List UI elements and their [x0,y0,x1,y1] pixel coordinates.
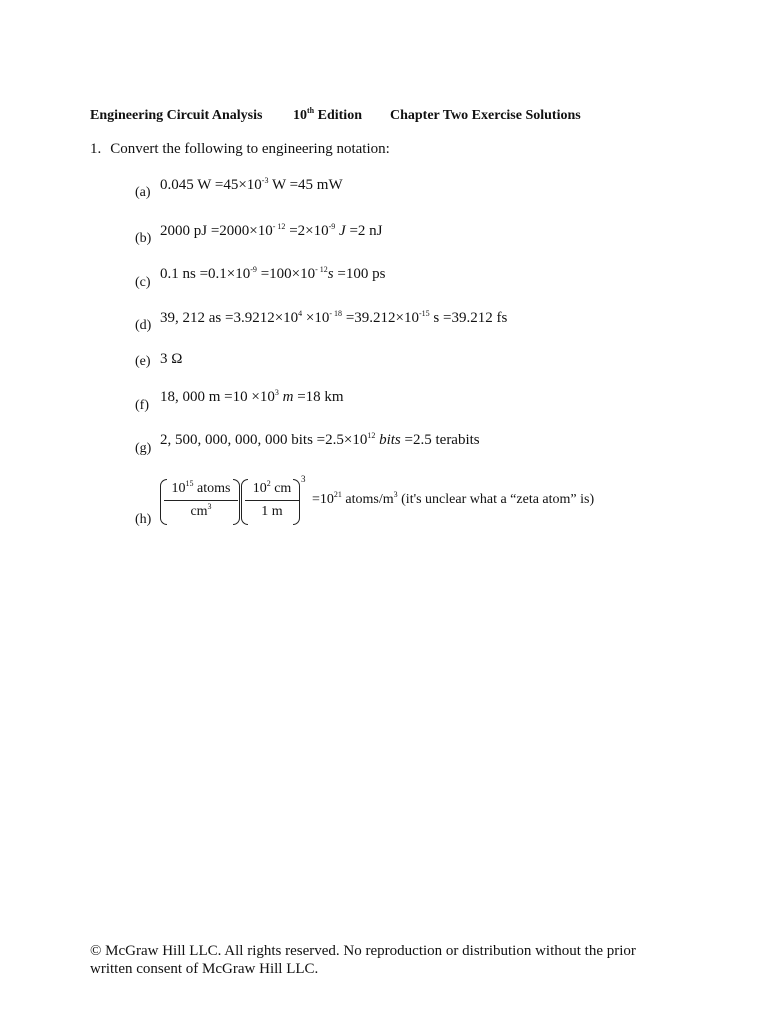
book-title: Engineering Circuit Analysis [90,108,263,123]
expr-b-part2: =2×10 [285,223,329,239]
frac2-num-base: 10 [252,481,267,496]
expr-f-part1: 18, 000 m =10 ×10 [160,389,275,405]
expression-d [160,310,507,327]
fraction-2-denominator: 1 m [261,504,283,519]
edition-superscript: th [307,106,315,115]
label-b: (b) [135,231,152,246]
edition-word: Edition [314,108,362,123]
expr-b-exp2: -9 [328,222,336,231]
expr-g-part1: 2, 500, 000, 000, 000 bits =2.5×10 [160,432,368,448]
result-comment: (it's unclear what a “zeta atom” is) [397,492,595,507]
expr-c-exp2: - 12 [315,265,328,274]
expr-d-exp3: -15 [418,309,430,318]
frac2-num-unit: cm [270,481,292,496]
footer-line-2: written consent of McGraw Hill LLC. [90,961,319,977]
frac1-num-base: 10 [171,481,186,496]
frac2-num-exp: 2 [266,479,271,488]
expr-c-part3: =100 ps [333,266,386,282]
label-e: (e) [135,354,151,369]
expr-c-part1: 0.1 ns =0.1×10 [160,266,251,282]
outer-exponent: 3 [301,474,306,484]
expr-b-part1: 2000 pJ =2000×10 [160,223,273,239]
frac1-num-exp: 15 [185,479,194,488]
expr-d-part1: 39, 212 as =3.9212×10 [160,310,299,326]
question-line [90,141,390,158]
right-paren-1 [233,479,240,525]
expr-b-unit: J [335,223,346,239]
expr-h-result [312,492,594,508]
edition-number: 10 [293,108,307,123]
fraction-1-numerator [164,479,238,499]
result-exp: 21 [333,490,342,499]
fraction-2-numerator [245,479,299,499]
question-text: Convert the following to engineering notation: [110,141,390,157]
expr-f-unit: m [278,389,294,405]
expression-c [160,266,385,283]
label-c: (c) [135,275,151,290]
expr-d-part3: =39.212×10 [342,310,419,326]
footer-line-1: © McGraw Hill LLC. All rights reserved. No reproduction or distribution without the prior [90,943,636,959]
result-unit: atoms/m [341,492,394,507]
label-a: (a) [135,185,151,200]
fraction-2-bar [245,500,299,501]
fraction-2 [245,479,299,522]
expr-d-exp1: 4 [298,309,303,318]
result-unit-exp: 3 [393,490,398,499]
expr-d-part2: ×10 [302,310,330,326]
expression-b [160,223,383,240]
right-paren-2 [293,479,300,525]
expr-d-exp2: - 18 [329,309,343,318]
edition [293,108,362,124]
expr-a-part2: W =45 mW [268,177,343,193]
fraction-1-bar [164,500,238,501]
expr-b-exp1: - 12 [272,222,286,231]
expr-a-exp: -3 [261,176,269,185]
copyright-footer [90,942,690,978]
expression-a [160,177,343,194]
expr-b-part3: =2 nJ [345,223,383,239]
frac1-num-unit: atoms [193,481,231,496]
expr-c-exp1: -9 [250,265,257,274]
expression-e: 3 Ω [160,351,183,367]
expr-d-part4: s =39.212 fs [429,310,508,326]
expr-g-exp: 12 [367,431,376,440]
expr-c-part2: =100×10 [256,266,316,282]
fraction-1-denominator [164,502,238,522]
expr-f-part2: =18 km [293,389,344,405]
expression-g [160,432,480,449]
expr-a-part1: 0.045 W =45×10 [160,177,262,193]
expr-g-part2: =2.5 terabits [400,432,480,448]
question-number: 1. [90,141,102,157]
expression-f [160,389,344,406]
fraction-1 [164,479,238,522]
frac1-den-base: cm [190,504,208,519]
result-prefix: =10 [312,492,334,507]
label-h: (h) [135,512,152,527]
expr-g-unit: bits [375,432,401,448]
label-f: (f) [135,398,149,413]
expr-c-unit: s [327,266,334,282]
chapter-title: Chapter Two Exercise Solutions [390,108,581,123]
label-g: (g) [135,441,152,456]
expr-f-exp: 3 [274,388,279,397]
frac1-den-exp: 3 [207,502,212,511]
label-d: (d) [135,318,152,333]
